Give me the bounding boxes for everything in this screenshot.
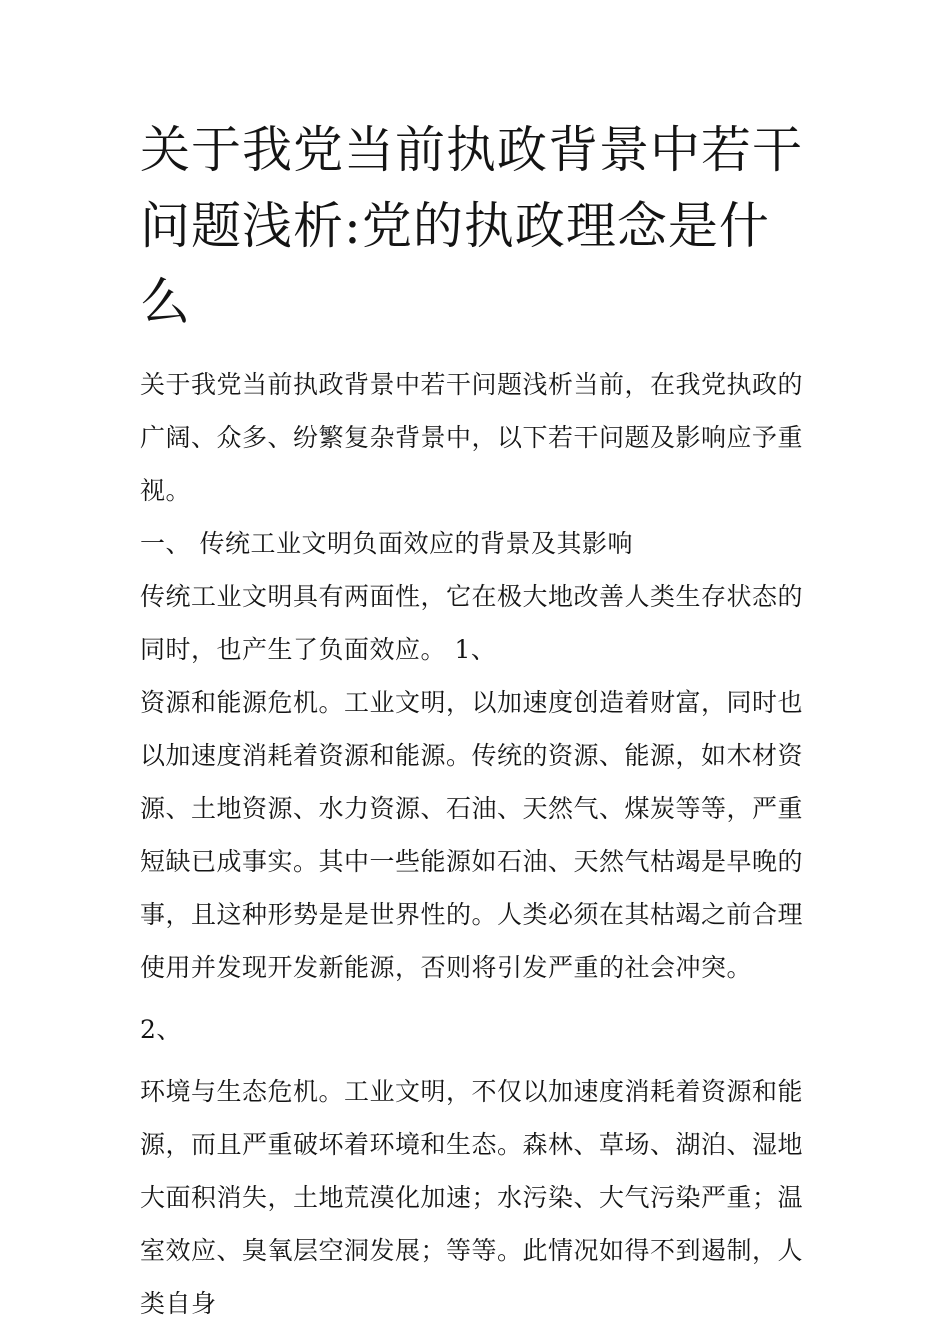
document-body bbox=[140, 358, 820, 1330]
document-title bbox=[140, 112, 820, 340]
paragraph-environment-crisis: 环境与生态危机。工业文明，不仅以加速度消耗着资源和能源，而且严重破坏着环境和生态。森林、草场、湖泊、湿地大面积消失，土地荒漠化加速；水污染、大气污染严重；温室效应、臭氧层空洞发展；等等。此情况如得不到遏制，人类自身 bbox=[140, 1077, 804, 1318]
paragraph-intro: 关于我党当前执政背景中若干问题浅析当前，在我党执政的广阔、众多、纷繁复杂背景中，以下若干问题及影响应予重视。 bbox=[140, 370, 804, 505]
paragraph-resource-crisis: 资源和能源危机。工业文明，以加速度创造着财富，同时也以加速度消耗着资源和能源。传统的资源、能源，如木材资源、土地资源、水力资源、石油、天然气、煤炭等等，严重短缺已成事实。其中一些能源如石油、天然气枯竭是早晚的事，且这种形势是是世界性的。人类必须在其枯竭之前合理使用并发现开发新能源，否则将引发严重的社会冲突。 bbox=[140, 688, 804, 982]
title-line-2: 问题浅析:党的执政理念是什么 bbox=[140, 197, 770, 331]
list-marker-2: 2、 bbox=[140, 1015, 182, 1044]
paragraph-industrial-civilization: 传统工业文明具有两面性，它在极大地改善人类生存状态的同时，也产生了负面效应。 1、 bbox=[140, 582, 804, 664]
section-heading-1: 一、 传统工业文明负面效应的背景及其影响 bbox=[140, 529, 633, 558]
title-line-1: 关于我党当前执政背景中若干 bbox=[140, 121, 803, 179]
document-page bbox=[140, 112, 820, 1330]
